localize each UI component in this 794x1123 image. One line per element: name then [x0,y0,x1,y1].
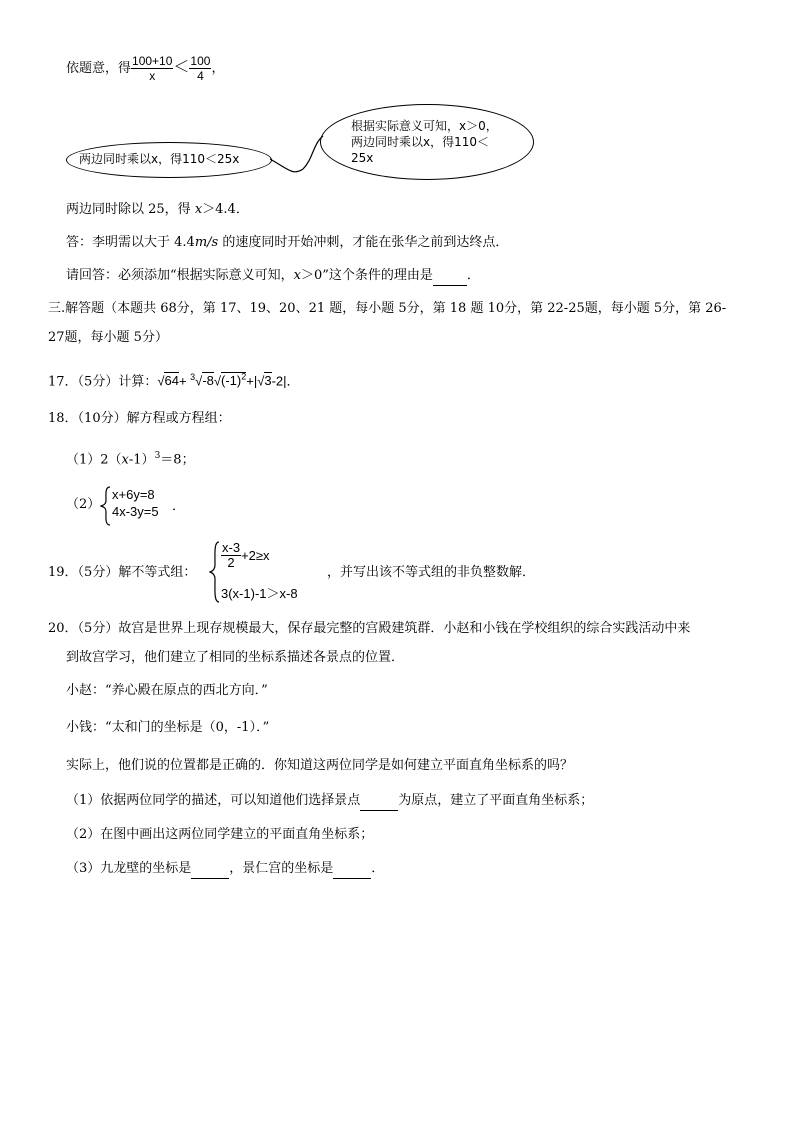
q20-qian: 小钱：“太和门的坐标是（0，-1）．” [66,720,270,735]
intro-prefix: 依题意，得 [66,61,132,76]
question-line: 请回答：必须添加“根据实际意义可知，x＞0”这个条件的理由是 ． [66,267,480,286]
q19-brace [209,541,221,603]
sqrt-3: √3 [257,373,272,389]
q20-line2: 到故宫学习，他们建立了相同的坐标系描述各景点的位置． [66,650,405,665]
fraction-left: $\frac{100+10}{x}$ [132,54,173,83]
q19-ineq1: $\frac{x-3}{2}$ +2≥x [222,540,270,570]
section3-line2: 27题，每小题 5分） [48,330,168,345]
section3-line1: 三.解答题（本题共 68分，第 17、19、20、21 题，每小题 5分，第 18 题 10分，第 22-25题，每小题 5分，第 26- [48,301,727,316]
q20-sub1: （1）依据两位同学的描述，可以知道他们选择景点 为原点，建立了平面直角坐标系； [66,792,593,811]
fraction-right: $\frac{100}{4}$ [190,54,211,83]
q18-brace [100,486,112,526]
q19-label: 19．（5分）解不等式组： [48,565,197,580]
bubble-right [320,104,534,180]
bubble-left: 两边同时乘以x，得110＜25x [66,142,272,178]
intro-suffix: ， [211,61,225,76]
q19-ineq2: 3(x-1)-1＞x-8 [221,586,298,601]
origin-blank[interactable] [360,792,398,811]
answer-line: 答：李明需以大于 4.4m/s 的速度同时开始冲刺，才能在张华之前到达终点． [66,235,509,250]
q20-line1: 20．（5分）故宫是世界上现存规模最大，保存最完整的宫殿建筑群．小赵和小钱在学校组织的综合实践活动中来 [48,621,691,636]
cbrt-neg8: √-8 [195,373,214,389]
q18-part2-label: （2） [66,497,101,512]
bubble-right-text: 根据实际意义可知，x＞0， 两边同时乘以x，得110＜ 25x [351,119,498,165]
jingrengong-blank[interactable] [333,860,371,879]
intro-line [66,50,224,86]
q18-part1: $(1)2(x-1)^3=8$； [66,451,195,468]
sqrt-neg1-sq: $√(-1)^2$ [213,372,247,389]
sqrt-64: √64 [157,373,179,389]
q17: 17．（5分）计算：$√64+ ^3√-8√(-1)^2+|√3-2|$． [48,372,300,390]
q18-label: 18．（10分）解方程或方程组： [48,411,231,426]
q20-zhao: 小赵：“养心殿在原点的西北方向．” [66,683,268,698]
q20-sub2: （2）在图中画出这两位同学建立的平面直角坐标系； [66,827,374,842]
q19-tail: ，并写出该不等式组的非负整数解． [327,565,536,580]
q18-part2-end: ． [172,499,186,514]
q20-actual: 实际上，他们说的位置都是正确的．你知道这两位同学是如何建立平面直角坐标系的吗？ [66,758,574,773]
q20-sub3: （3）九龙壁的坐标是 ，景仁宫的坐标是 ． [66,860,384,879]
q18-system: x+6y=8 4x-3y=5 [112,487,159,519]
answer-blank[interactable] [433,267,467,286]
step-divide: 两边同时除以 25，得 x＞4.4． [66,202,249,217]
less-than-sign: ＜ [173,57,190,76]
jiulongbi-blank[interactable] [191,860,229,879]
